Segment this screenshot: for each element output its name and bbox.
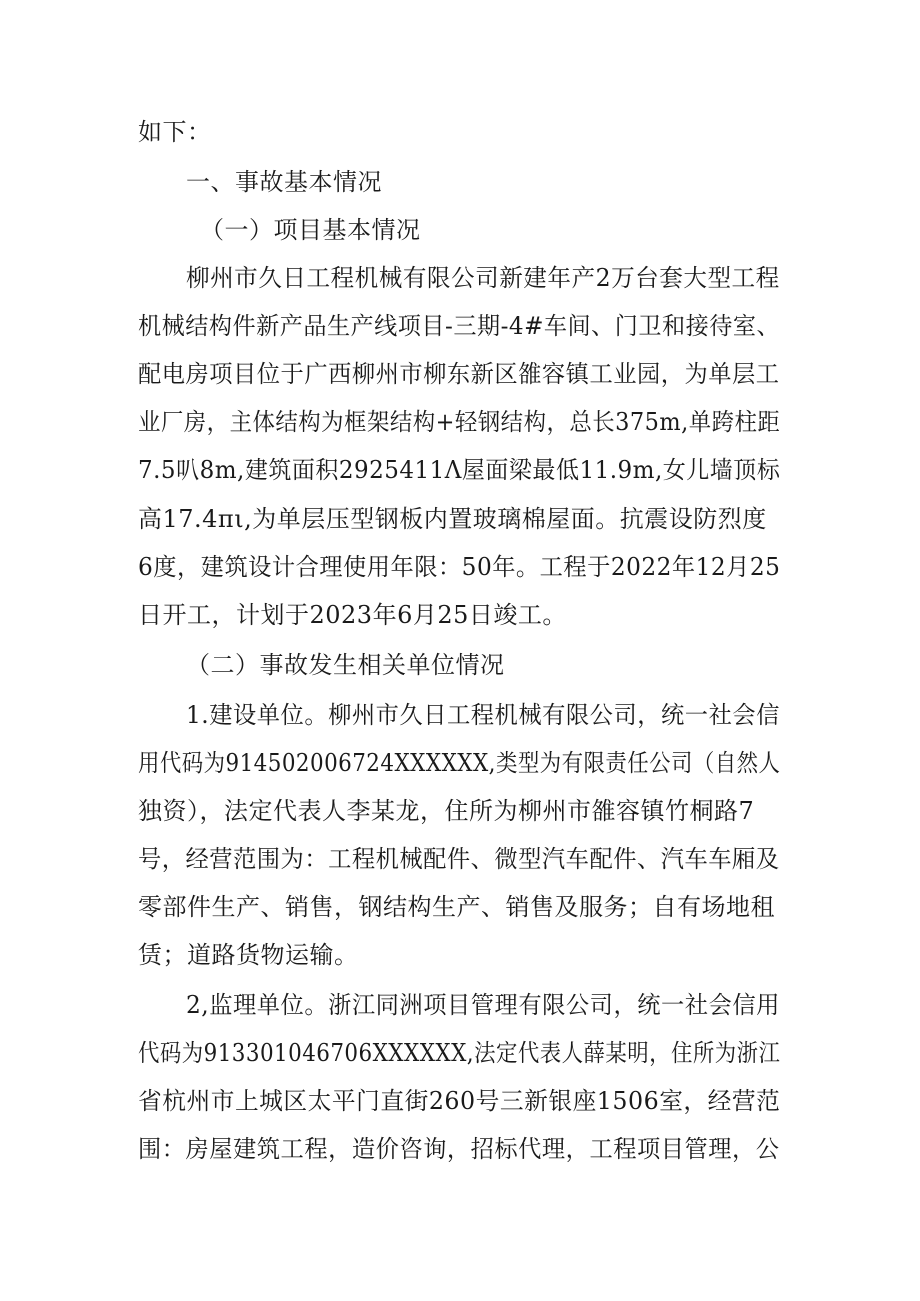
paragraph-line: 7.5叭8m,建筑面积2925411Λ屋面梁最低11.9m,女儿墙顶标: [138, 456, 781, 484]
section-heading: 一、事故基本情况: [186, 168, 382, 196]
subsection-heading: （二）事故发生相关单位情况: [186, 651, 505, 679]
paragraph-line: 代码为913301046706XXXXXX,法定代表人薛某明，住所为浙江: [138, 1039, 781, 1067]
paragraph-line: 2,监理单位。浙江同洲项目管理有限公司，统一社会信用: [186, 991, 780, 1019]
paragraph-line: 日开工，计划于2023年6月25日竣工。: [138, 601, 567, 629]
paragraph-line: 号，经营范围为：工程机械配件、微型汽车配件、汽车车厢及: [138, 845, 780, 873]
paragraph-line: 独资），法定代表人李某龙，住所为柳州市雒容镇竹桐路7: [138, 797, 755, 825]
paragraph-line: 机械结构件新产品生产线项目-三期-4#车间、门卫和接待室、: [138, 312, 781, 340]
subsection-heading: （一）项目基本情况: [200, 216, 421, 244]
text-line: 如下：: [138, 118, 212, 146]
paragraph-line: 围：房屋建筑工程，造价咨询，招标代理，工程项目管理，公: [138, 1135, 780, 1163]
paragraph-line: 赁；道路货物运输。: [138, 941, 359, 969]
paragraph-line: 柳州市久日工程机械有限公司新建年产2万台套大型工程: [186, 264, 780, 292]
paragraph-line: 6度，建筑设计合理使用年限：50年。工程于2022年12月25: [138, 553, 781, 581]
paragraph-line: 配电房项目位于广西柳州市柳东新区雒容镇工业园，为单层工: [138, 360, 780, 388]
paragraph-line: 省杭州市上城区太平门直街260号三新银座1506室，经营范: [138, 1087, 781, 1115]
paragraph-line: 业厂房，主体结构为框架结构+轻钢结构，总长375m,单跨柱距: [138, 408, 781, 436]
paragraph-line: 用代码为914502006724XXXXXX,类型为有限责任公司（自然人: [138, 749, 781, 777]
paragraph-line: 高17.4πι,为单层压型钢板内置玻璃棉屋面。抗震设防烈度: [138, 505, 767, 533]
paragraph-line: 1.建设单位。柳州市久日工程机械有限公司，统一社会信: [186, 701, 780, 729]
paragraph-line: 零部件生产、销售，钢结构生产、销售及服务；自有场地租: [138, 893, 775, 921]
